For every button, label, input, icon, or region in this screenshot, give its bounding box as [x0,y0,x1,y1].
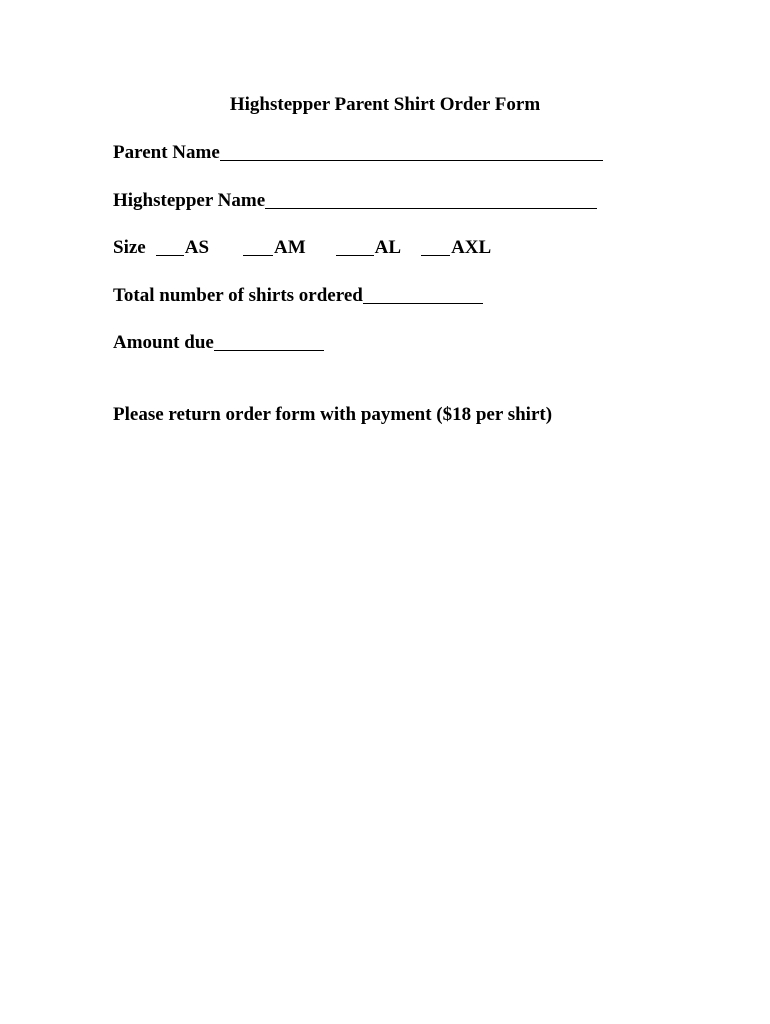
size-am-blank[interactable] [243,237,273,256]
size-al-label: AL [374,237,402,258]
return-note: Please return order form with payment ($18 per shirt) [113,404,553,425]
size-as-label: AS [184,237,210,258]
parent-name-row [113,141,603,165]
parent-name-blank[interactable] [220,142,603,161]
parent-name-label: Parent Name [113,142,220,163]
size-option-am [243,236,306,260]
size-option-al [336,236,401,260]
size-axl-label: AXL [451,237,492,258]
size-am-label: AM [274,237,306,258]
total-shirts-blank[interactable] [363,285,483,304]
size-al-blank[interactable] [336,237,374,256]
size-axl-blank[interactable] [421,237,450,256]
size-option-as [156,236,209,260]
total-shirts-row [113,284,483,308]
size-row [113,236,491,260]
size-as-blank[interactable] [156,237,184,256]
form-title: Highstepper Parent Shirt Order Form [229,94,541,115]
size-option-axl [421,236,491,260]
highstepper-name-row [113,189,597,213]
total-shirts-label: Total number of shirts ordered [113,285,363,306]
amount-due-label: Amount due [113,332,214,353]
highstepper-name-label: Highstepper Name [113,190,266,211]
amount-due-blank[interactable] [214,332,324,351]
highstepper-name-blank[interactable] [265,190,597,209]
size-label: Size [113,237,146,258]
amount-due-row [113,331,324,355]
